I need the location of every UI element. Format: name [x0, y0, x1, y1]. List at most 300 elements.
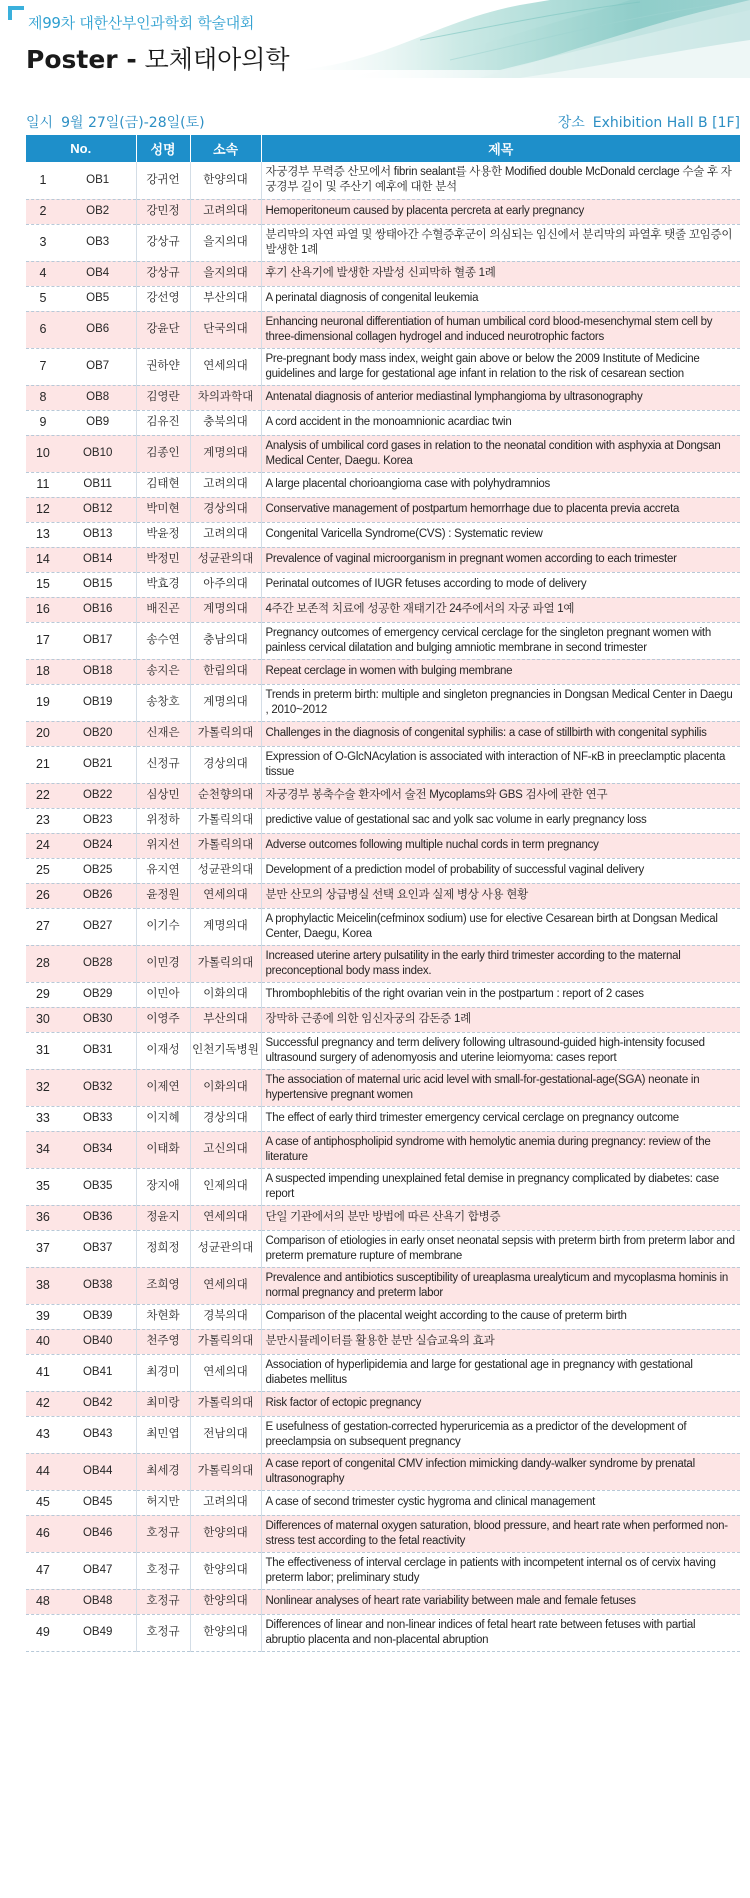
table-row: [26, 1304, 740, 1329]
presentation-code: OB47: [82, 1564, 113, 1576]
presenter-name: 박정민: [136, 547, 190, 572]
presentation-code: OB1: [86, 173, 110, 186]
affiliation: 인천기독병원: [190, 1032, 261, 1069]
row-number-wrap: [26, 415, 136, 430]
row-number-code: [26, 497, 136, 522]
presentation-title: Differences of maternal oxygen saturation, blood pressure, and heart rate when performed non-stress test according to the fetal reactivity: [261, 1515, 740, 1552]
presenter-name: 이제연: [136, 1069, 190, 1106]
row-number: 30: [35, 1012, 50, 1026]
table-row: [26, 1007, 740, 1032]
presentation-code: OB15: [82, 578, 113, 590]
affiliation: 고려의대: [190, 522, 261, 547]
affiliation: 가톨릭의대: [190, 1329, 261, 1354]
row-number: 27: [35, 919, 50, 933]
row-number-code: [26, 261, 136, 286]
row-number-code: [26, 945, 136, 982]
table-row: [26, 833, 740, 858]
presentation-code: OB46: [82, 1527, 113, 1539]
presentation-code: OB45: [82, 1496, 113, 1508]
presenter-name: 이재성: [136, 1032, 190, 1069]
presentation-code: OB14: [82, 553, 113, 565]
presentation-code: OB27: [82, 920, 113, 932]
row-number-wrap: [26, 1179, 136, 1194]
presentation-code: OB3: [86, 236, 110, 248]
table-row: [26, 721, 740, 746]
presentation-code: OB4: [86, 267, 110, 279]
table-row: [26, 1230, 740, 1267]
presentation-code: OB12: [82, 503, 113, 515]
row-number: 45: [35, 1495, 50, 1509]
row-number-code: [26, 1267, 136, 1304]
row-number: 9: [39, 415, 47, 429]
presentation-code: OB39: [82, 1310, 113, 1322]
row-number-code: [26, 746, 136, 783]
presentation-code: OB25: [82, 864, 113, 876]
presentation-code: OB18: [82, 665, 113, 677]
table-row: [26, 1205, 740, 1230]
presenter-name: 박윤정: [136, 522, 190, 547]
row-number-wrap: [26, 359, 136, 374]
presentation-title: Congenital Varicella Syndrome(CVS) : Systematic review: [261, 522, 740, 547]
presenter-name: 최민엽: [136, 1416, 190, 1453]
table-row: [26, 261, 740, 286]
presentation-title: A case of antiphospholipid syndrome with hemolytic anemia during pregnancy: review of the literature: [261, 1131, 740, 1168]
presenter-name: 이민아: [136, 982, 190, 1007]
row-number-wrap: [26, 863, 136, 878]
affiliation: 고려의대: [190, 199, 261, 224]
presentation-code: OB40: [82, 1335, 113, 1347]
table-row: [26, 572, 740, 597]
row-number: 24: [35, 838, 50, 852]
presenter-name: 천주영: [136, 1329, 190, 1354]
row-number: 13: [35, 527, 50, 541]
presentation-code: OB23: [82, 814, 113, 826]
table-row: [26, 1453, 740, 1490]
conference-title: 제99차 대한산부인과학회 학술대회: [28, 14, 255, 32]
presenter-name: 신재은: [136, 721, 190, 746]
row-number-code: [26, 908, 136, 945]
row-number-code: [26, 622, 136, 659]
presentation-code: OB21: [82, 758, 113, 770]
corner-accent-horizontal: [8, 6, 24, 10]
table-row: [26, 286, 740, 311]
row-number-code: [26, 1589, 136, 1614]
presentation-title: 단일 기관에서의 분만 방법에 따른 산욕기 합병증: [261, 1205, 740, 1230]
row-number-wrap: [26, 1241, 136, 1256]
row-number-wrap: [26, 1334, 136, 1349]
presentation-title: Expression of O-GlcNAcylation is associated with interaction of NF-κB in preeclamptic placenta tissue: [261, 746, 740, 783]
row-number: 25: [35, 863, 50, 877]
row-number: 6: [39, 322, 47, 336]
affiliation: 연세의대: [190, 1267, 261, 1304]
row-number: 40: [35, 1334, 50, 1348]
presentation-title: predictive value of gestational sac and yolk sac volume in early pregnancy loss: [261, 808, 740, 833]
header-no: No.: [26, 135, 136, 162]
presentation-code: OB13: [82, 528, 113, 540]
presentation-title: Association of hyperlipidemia and large for gestational age in pregnancy with gestational diabetes mellitus: [261, 1354, 740, 1391]
affiliation: 연세의대: [190, 883, 261, 908]
presenter-name: 송수연: [136, 622, 190, 659]
presentation-code: OB38: [82, 1279, 113, 1291]
row-number-wrap: [26, 956, 136, 971]
table-row: [26, 659, 740, 684]
row-number-wrap: [26, 446, 136, 461]
row-number-wrap: [26, 235, 136, 250]
row-number-wrap: [26, 1625, 136, 1640]
table-row: [26, 385, 740, 410]
row-number-code: [26, 547, 136, 572]
row-number: 44: [35, 1464, 50, 1478]
presentation-title: Trends in preterm birth: multiple and singleton pregnancies in Dongsan Medical Center in Daegu , 2010~2012: [261, 684, 740, 721]
table-row: [26, 522, 740, 547]
row-number: 5: [39, 291, 47, 305]
presentation-title: Thrombophlebitis of the right ovarian vein in the postpartum : report of 2 cases: [261, 982, 740, 1007]
affiliation: 차의과학대: [190, 385, 261, 410]
row-number: 15: [35, 577, 50, 591]
affiliation: 부산의대: [190, 286, 261, 311]
presenter-name: 송창호: [136, 684, 190, 721]
presentation-title: A prophylactic Meicelin(cefminox sodium) use for elective Cesarean birth at Dongsan Medical Center, Daegu, Korea: [261, 908, 740, 945]
row-number-wrap: [26, 1142, 136, 1157]
table-row: [26, 1069, 740, 1106]
presentation-code: OB29: [82, 988, 113, 1000]
presentation-code: OB28: [82, 957, 113, 969]
presentation-code: OB24: [82, 839, 113, 851]
row-number: 46: [35, 1526, 50, 1540]
row-number-wrap: [26, 552, 136, 567]
presentation-title: Conservative management of postpartum hemorrhage due to placenta previa accreta: [261, 497, 740, 522]
presentation-title: 자궁경부 무력증 산모에서 fibrin sealant를 사용한 Modified double McDonald cerclage 수술 후 자궁경부 길이 및 주산기 예후에 대한 분석: [261, 162, 740, 199]
presenter-name: 호정규: [136, 1552, 190, 1589]
row-number-wrap: [26, 726, 136, 741]
row-number: 23: [35, 813, 50, 827]
table-row: [26, 1131, 740, 1168]
table-row: [26, 746, 740, 783]
row-number-wrap: [26, 266, 136, 281]
affiliation: 이화의대: [190, 982, 261, 1007]
affiliation: 가톨릭의대: [190, 721, 261, 746]
presentation-title: A case of second trimester cystic hygroma and clinical management: [261, 1490, 740, 1515]
row-number-code: [26, 286, 136, 311]
table-row: [26, 224, 740, 261]
presentation-code: OB41: [82, 1366, 113, 1378]
affiliation: 한양의대: [190, 162, 261, 199]
table-row: [26, 1490, 740, 1515]
row-number-code: [26, 1304, 136, 1329]
presentation-title: Adverse outcomes following multiple nuchal cords in term pregnancy: [261, 833, 740, 858]
row-number-code: [26, 199, 136, 224]
row-number-code: [26, 858, 136, 883]
presentation-title: 분만시뮬레이터를 활용한 분만 실습교육의 효과: [261, 1329, 740, 1354]
presenter-name: 이지혜: [136, 1106, 190, 1131]
row-number-wrap: [26, 1278, 136, 1293]
presentation-code: OB49: [82, 1626, 113, 1638]
row-number-wrap: [26, 1043, 136, 1058]
affiliation: 가톨릭의대: [190, 808, 261, 833]
presentation-title: Successful pregnancy and term delivery following ultrasound-guided high-intensity focused ultrasound surgery of adenomyosis and uterine leiomyoma: cases report: [261, 1032, 740, 1069]
presenter-name: 김영란: [136, 385, 190, 410]
row-number: 26: [35, 888, 50, 902]
row-number-wrap: [26, 1594, 136, 1609]
presenter-name: 유지연: [136, 858, 190, 883]
row-number-wrap: [26, 1526, 136, 1541]
row-number-wrap: [26, 1427, 136, 1442]
affiliation: 한림의대: [190, 659, 261, 684]
presentation-code: OB32: [82, 1081, 113, 1093]
row-number: 4: [39, 266, 47, 280]
row-number-code: [26, 1329, 136, 1354]
presentation-code: OB20: [82, 727, 113, 739]
presenter-name: 윤정원: [136, 883, 190, 908]
table-header-row: [26, 135, 740, 162]
row-number: 14: [35, 552, 50, 566]
presenter-name: 강선영: [136, 286, 190, 311]
affiliation: 한양의대: [190, 1589, 261, 1614]
presentation-title: Nonlinear analyses of heart rate variability between male and female fetuses: [261, 1589, 740, 1614]
presenter-name: 강윤단: [136, 311, 190, 348]
presentation-title: Increased uterine artery pulsatility in the early third trimester according to the maternal preconceptional body mass index.: [261, 945, 740, 982]
presenter-name: 최경미: [136, 1354, 190, 1391]
row-number-code: [26, 597, 136, 622]
row-number-wrap: [26, 1012, 136, 1027]
row-number: 35: [35, 1179, 50, 1193]
row-number: 32: [35, 1080, 50, 1094]
affiliation: 부산의대: [190, 1007, 261, 1032]
presentation-title: 장막하 근종에 의한 임신자궁의 감돈증 1례: [261, 1007, 740, 1032]
row-number-wrap: [26, 838, 136, 853]
affiliation: 경북의대: [190, 1304, 261, 1329]
row-number: 1: [39, 172, 47, 187]
row-number: 36: [35, 1210, 50, 1224]
presentation-title: Differences of linear and non-linear indices of fetal heart rate between fetuses with partial abruptio placenta and non-placental abruption: [261, 1614, 740, 1651]
row-number: 17: [35, 633, 50, 647]
row-number-code: [26, 1168, 136, 1205]
affiliation: 한양의대: [190, 1552, 261, 1589]
table-row: [26, 684, 740, 721]
presentation-title: A perinatal diagnosis of congenital leukemia: [261, 286, 740, 311]
presentation-title: E usefulness of gestation-corrected hyperuricemia as a predictor of the development of preeclampsia on subsequent pregnancy: [261, 1416, 740, 1453]
table-row: [26, 1106, 740, 1131]
presentation-code: OB26: [82, 889, 113, 901]
row-number-wrap: [26, 664, 136, 679]
row-number: 47: [35, 1563, 50, 1577]
row-number: 34: [35, 1142, 50, 1156]
presenter-name: 최세경: [136, 1453, 190, 1490]
affiliation: 연세의대: [190, 1354, 261, 1391]
row-number-wrap: [26, 1464, 136, 1479]
row-number: 19: [35, 695, 50, 709]
affiliation: 고려의대: [190, 1490, 261, 1515]
table-row: [26, 808, 740, 833]
presentation-title: Prevalence and antibiotics susceptibility of ureaplasma urealyticum and mycoplasma hominis in normal pregnancy and preterm labor: [261, 1267, 740, 1304]
affiliation: 을지의대: [190, 261, 261, 286]
table-row: [26, 908, 740, 945]
presentation-title: 4주간 보존적 치료에 성공한 재태기간 24주에서의 자궁 파열 1예: [261, 597, 740, 622]
row-number-wrap: [26, 987, 136, 1002]
presentation-code: OB43: [82, 1428, 113, 1440]
poster-heading: [26, 40, 290, 76]
affiliation: 계명의대: [190, 435, 261, 472]
presentation-title: Antenatal diagnosis of anterior mediastinal lymphangioma by ultrasonography: [261, 385, 740, 410]
row-number: 2: [39, 204, 47, 218]
table-row: [26, 622, 740, 659]
presentation-code: OB16: [82, 603, 113, 615]
row-number-code: [26, 410, 136, 435]
presentation-title: Risk factor of ectopic pregnancy: [261, 1391, 740, 1416]
row-number-wrap: [26, 477, 136, 492]
row-number: 38: [35, 1278, 50, 1292]
row-number: 48: [35, 1594, 50, 1608]
presentation-title: Enhancing neuronal differentiation of human umbilical cord blood-mesenchymal stem cell by three-dimensional collagen hydrogel and induced neurotrophic factors: [261, 311, 740, 348]
presentation-title: A suspected impending unexplained fetal demise in pregnancy complicated by diabetes: case report: [261, 1168, 740, 1205]
table-row: [26, 435, 740, 472]
poster-topic: 모체태아의학: [136, 45, 290, 74]
table-row: [26, 982, 740, 1007]
row-number-wrap: [26, 1365, 136, 1380]
table-row: [26, 858, 740, 883]
row-number: 22: [35, 788, 50, 802]
row-number-code: [26, 883, 136, 908]
table-row: [26, 883, 740, 908]
row-number-code: [26, 1069, 136, 1106]
place-value: Exhibition Hall B [1F]: [592, 115, 740, 131]
row-number-code: [26, 1515, 136, 1552]
presenter-name: 호정규: [136, 1515, 190, 1552]
row-number: 11: [36, 477, 50, 491]
affiliation: 충북의대: [190, 410, 261, 435]
affiliation: 경상의대: [190, 497, 261, 522]
row-number-wrap: [26, 633, 136, 648]
row-number-wrap: [26, 204, 136, 219]
row-number-wrap: [26, 888, 136, 903]
affiliation: 성균관의대: [190, 858, 261, 883]
presenter-name: 김유진: [136, 410, 190, 435]
row-number: 33: [35, 1111, 50, 1125]
presenter-name: 송지은: [136, 659, 190, 684]
table-row: [26, 1416, 740, 1453]
presentation-title: The association of maternal uric acid level with small-for-gestational-age(SGA) neonate in hypertensive pregnant women: [261, 1069, 740, 1106]
row-number: 28: [35, 956, 50, 970]
row-number: 3: [39, 235, 47, 249]
affiliation: 계명의대: [190, 597, 261, 622]
row-number-code: [26, 1416, 136, 1453]
presentation-title: A large placental chorioangioma case with polyhydramnios: [261, 472, 740, 497]
header-affiliation: 소속: [190, 135, 261, 162]
row-number-code: [26, 1230, 136, 1267]
presenter-name: 강귀언: [136, 162, 190, 199]
presenter-name: 허지만: [136, 1490, 190, 1515]
row-number-wrap: [26, 1080, 136, 1095]
affiliation: 전남의대: [190, 1416, 261, 1453]
presenter-name: 이기수: [136, 908, 190, 945]
affiliation: 한양의대: [190, 1614, 261, 1651]
row-number: 18: [35, 664, 50, 678]
affiliation: 연세의대: [190, 1205, 261, 1230]
page-header: [0, 0, 750, 90]
presentation-code: OB7: [86, 360, 110, 372]
presenter-name: 이태화: [136, 1131, 190, 1168]
presenter-name: 호정규: [136, 1589, 190, 1614]
affiliation: 계명의대: [190, 908, 261, 945]
presentation-title: Hemoperitoneum caused by placenta percreta at early pregnancy: [261, 199, 740, 224]
row-number-code: [26, 721, 136, 746]
presentation-code: OB48: [82, 1595, 113, 1607]
row-number-wrap: [26, 602, 136, 617]
presentation-title: The effectiveness of interval cerclage in patients with incompetent internal os of cervix having preterm labor; preliminary study: [261, 1552, 740, 1589]
presentation-title: Comparison of the placental weight according to the cause of preterm birth: [261, 1304, 740, 1329]
row-number-code: [26, 162, 136, 199]
row-number: 21: [35, 757, 50, 771]
row-number-wrap: [26, 577, 136, 592]
row-number-wrap: [26, 527, 136, 542]
row-number-wrap: [26, 757, 136, 772]
table-row: [26, 1354, 740, 1391]
row-number-wrap: [26, 173, 136, 188]
row-number-code: [26, 1106, 136, 1131]
affiliation: 한양의대: [190, 1515, 261, 1552]
presentation-title: 분리막의 자연 파열 및 쌍태아간 수혈증후군이 의심되는 임신에서 분리막의 파열후 탯줄 꼬임증이 발생한 1례: [261, 224, 740, 261]
row-number-code: [26, 684, 136, 721]
presenter-name: 배진곤: [136, 597, 190, 622]
affiliation: 고려의대: [190, 472, 261, 497]
presenter-name: 조희영: [136, 1267, 190, 1304]
presentation-code: OB10: [82, 447, 113, 459]
presentation-title: Pre-pregnant body mass index, weight gain above or below the 2009 Institute of Medicine guidelines and large for gestational age infant in relation to the risk of cesarean section: [261, 348, 740, 385]
table-row: [26, 162, 740, 199]
row-number-code: [26, 1131, 136, 1168]
affiliation: 연세의대: [190, 348, 261, 385]
row-number-code: [26, 1354, 136, 1391]
presentation-code: OB36: [82, 1211, 113, 1223]
row-number-code: [26, 1391, 136, 1416]
table-row: [26, 1267, 740, 1304]
table-row: [26, 597, 740, 622]
table-row: [26, 1589, 740, 1614]
presenter-name: 최미랑: [136, 1391, 190, 1416]
presentation-code: OB44: [82, 1465, 113, 1477]
table-body: [26, 162, 740, 1651]
table-row: [26, 547, 740, 572]
presentation-title: A cord accident in the monoamnionic acardiac twin: [261, 410, 740, 435]
presentation-code: OB8: [86, 391, 110, 403]
table-row: [26, 1552, 740, 1589]
presenter-name: 위지선: [136, 833, 190, 858]
presentation-code: OB31: [82, 1044, 113, 1056]
table-row: [26, 199, 740, 224]
header-name: 성명: [136, 135, 190, 162]
row-number-code: [26, 659, 136, 684]
table-row: [26, 1168, 740, 1205]
affiliation: 아주의대: [190, 572, 261, 597]
table-row: [26, 497, 740, 522]
row-number-code: [26, 1032, 136, 1069]
affiliation: 을지의대: [190, 224, 261, 261]
row-number: 20: [35, 726, 50, 740]
presenter-name: 호정규: [136, 1614, 190, 1651]
table-row: [26, 472, 740, 497]
row-number-code: [26, 348, 136, 385]
row-number: 49: [35, 1625, 50, 1639]
row-number-code: [26, 472, 136, 497]
presenter-name: 차현화: [136, 1304, 190, 1329]
row-number-code: [26, 311, 136, 348]
row-number-code: [26, 435, 136, 472]
table-row: [26, 783, 740, 808]
row-number-code: [26, 224, 136, 261]
presentation-title: A case report of congenital CMV infection mimicking dandy-walker syndrome by prenatal ultrasonography: [261, 1453, 740, 1490]
table-row: [26, 1032, 740, 1069]
affiliation: 계명의대: [190, 684, 261, 721]
